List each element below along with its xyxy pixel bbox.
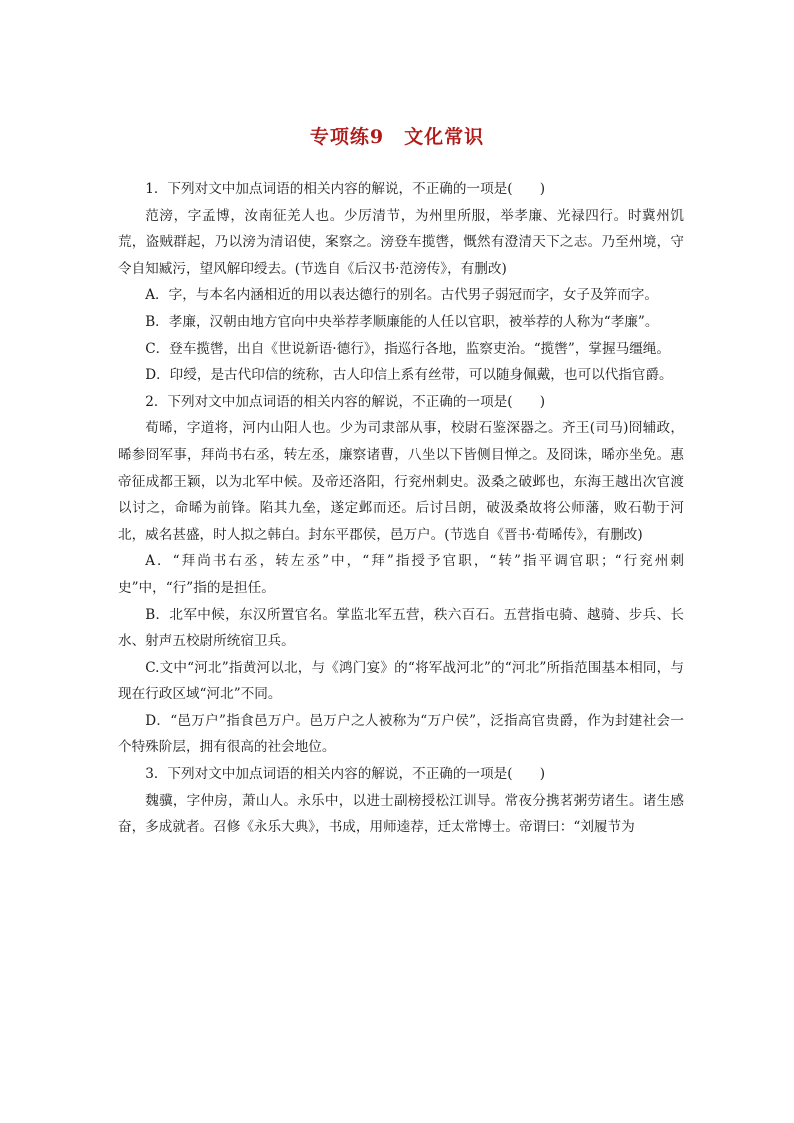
passage-2: 荀晞，字道将，河内山阳人也。少为司隶部从事，校尉石鉴深器之。齐王(司马)冏辅政，晞参冏军事，拜尚书右丞，转左丞，廉察诸曹，八坐以下皆侧目惮之。及冏诛，晞亦坐免。惠帝征成都王颖，以为北军中候。及帝还洛阳，行兖州刺史。汲桑之破邺也，东海王越出次官渡以讨之，命晞为前锋。陷其九垒，遂定邺而还。后讨吕朗，破汲桑故将公师藩，败石勒于河北，威名甚盛，时人拟之韩白。封东平郡侯，邑万户。(节选自《晋书·荀晞传》，有删改) [118, 420, 684, 543]
question-3-stem: 3．下列对文中加点词语的相关内容的解说，不正确的一项是( ) [145, 766, 546, 783]
question-1-stem: 1．下列对文中加点词语的相关内容的解说，不正确的一项是( ) [145, 181, 546, 197]
question-2-stem: 2．下列对文中加点词语的相关内容的解说，不正确的一项是( ) [145, 393, 546, 410]
question-2-option-a: A．“拜尚书右丞，转左丞”中，“拜”指授予官职，“转”指平调官职；“行兖州刺史”中，“行”指的是担任。 [118, 553, 684, 596]
question-1-option-b: B．孝廉，汉朝由地方官向中央举荐孝顺廉能的人任以官职，被举荐的人称为“孝廉”。 [145, 313, 659, 330]
question-1-option-c: C．登车揽辔，出自《世说新语·德行》，指巡行各地，监察吏治。“揽辔”，掌握马缰绳。 [145, 340, 670, 357]
question-2-option-d: D．“邑万户”指食邑万户。邑万户之人被称为“万户侯”，泛指高官贵爵，作为封建社会一个特殊阶层，拥有很高的社会地位。 [118, 712, 684, 756]
passage-3: 魏骥，字仲房，萧山人。永乐中，以进士副榜授松江训导。常夜分携茗粥劳诸生。诸生感奋，多成就者。召修《永乐大典》，书成，用师逵荐，迁太常博士。帝谓曰：“刘履节为 [118, 792, 684, 836]
question-2-option-b: B．北军中候，东汉所置官名。掌监北军五营，秩六百石。五营指屯骑、越骑、步兵、长水、射声五校尉所统宿卫兵。 [118, 606, 684, 650]
question-1-option-a: A．字，与本名内涵相近的用以表达德行的别名。古代男子弱冠而字，女子及笄而字。 [145, 287, 658, 304]
page-title: 专项练9 文化常识 [309, 126, 485, 148]
question-2-option-c: C.文中“河北”指黄河以北，与《鸿门宴》的“将军战河北”的“河北”所指范围基本相同，与现在行政区域“河北”不同。 [118, 659, 684, 703]
passage-1: 范滂，字孟博，汝南征羌人也。少厉清节，为州里所服，举孝廉、光禄四行。时冀州饥荒，盗贼群起，乃以滂为清诏使，案察之。滂登车揽辔，慨然有澄清天下之志。乃至州境，守令自知臧污，望风解印绶去。(节选自《后汉书·范滂传》，有删改) [118, 207, 684, 277]
document-body [118, 176, 684, 841]
question-1-option-d: D．印绶，是古代印信的统称，古人印信上系有丝带，可以随身佩戴，也可以代指官爵。 [145, 367, 673, 384]
